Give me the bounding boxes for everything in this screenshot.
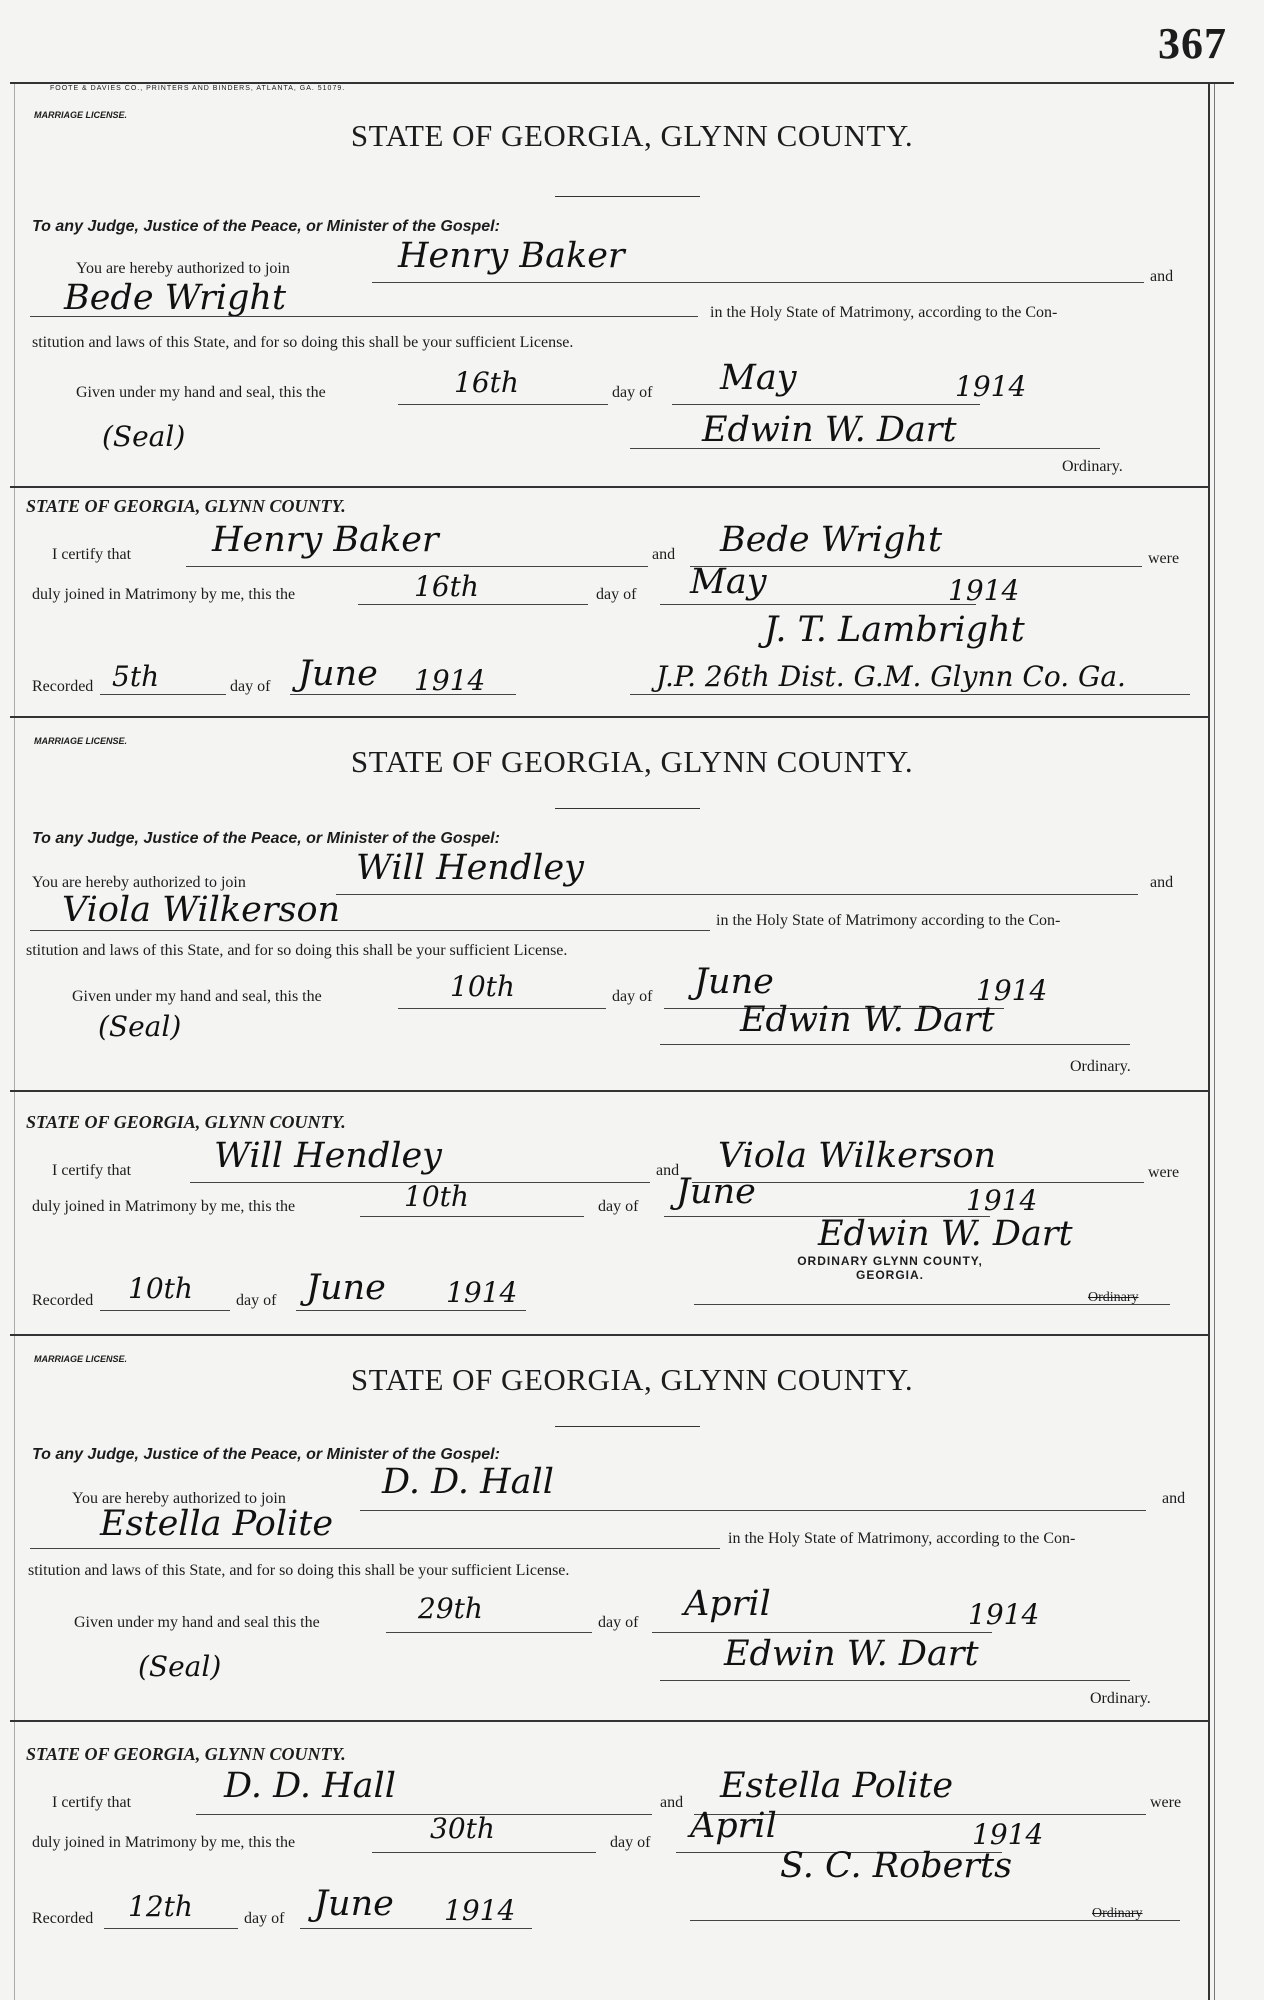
given-text: Given under my hand and seal, this the bbox=[72, 988, 322, 1005]
license-label: MARRIAGE LICENSE. bbox=[34, 1354, 128, 1364]
recorded-month-line bbox=[300, 1928, 532, 1929]
were-text: were bbox=[1148, 550, 1180, 567]
license-day-line bbox=[398, 1008, 606, 1009]
license-signature: Edwin W. Dart bbox=[702, 410, 957, 450]
license-day: 29th bbox=[418, 1592, 483, 1625]
cert-groom-line bbox=[186, 566, 648, 567]
heading-rule bbox=[555, 196, 700, 197]
constitution-text: stitution and laws of this State, and for so doing this shall be your sufficient License. bbox=[32, 334, 574, 351]
recorded-day-of-text: day of bbox=[244, 1910, 285, 1927]
cert-and-text: and bbox=[660, 1794, 684, 1811]
recorded-year: 1914 bbox=[446, 1276, 518, 1309]
seal-text: (Seal) bbox=[102, 420, 186, 453]
duly-text: duly joined in Matrimony by me, this the bbox=[32, 586, 296, 603]
authorized-text: You are hereby authorized to join bbox=[72, 1490, 286, 1507]
license-month: May bbox=[720, 358, 797, 398]
authorized-text: You are hereby authorized to join bbox=[76, 260, 290, 277]
and-text: and bbox=[1150, 268, 1174, 285]
were-text: were bbox=[1148, 1164, 1180, 1181]
married-year: 1914 bbox=[948, 574, 1020, 607]
officiant-line bbox=[630, 694, 1190, 695]
married-day-of-text: day of bbox=[610, 1834, 651, 1851]
recorded-day: 5th bbox=[112, 660, 160, 693]
cert-bride-name: Viola Wilkerson bbox=[718, 1136, 997, 1176]
license-year: 1914 bbox=[976, 974, 1048, 1007]
groom-name: Henry Baker bbox=[398, 236, 625, 276]
married-day: 30th bbox=[430, 1812, 495, 1845]
cert-bride-name: Estella Polite bbox=[720, 1766, 954, 1806]
groom-line bbox=[360, 1510, 1146, 1511]
ordinary-text: Ordinary. bbox=[1090, 1690, 1151, 1707]
married-month: April bbox=[690, 1806, 777, 1846]
license-heading: STATE OF GEORGIA, GLYNN COUNTY. bbox=[350, 744, 914, 779]
recorded-text: Recorded bbox=[32, 1910, 94, 1927]
recorded-day: 10th bbox=[128, 1272, 193, 1305]
license-month: April bbox=[684, 1584, 771, 1624]
given-text: Given under my hand and seal this the bbox=[74, 1614, 320, 1631]
bride-name: Viola Wilkerson bbox=[62, 890, 341, 930]
right-margin-line-inner bbox=[1214, 84, 1215, 2000]
license-day-line bbox=[386, 1632, 592, 1633]
constitution-text: stitution and laws of this State, and for so doing this shall be your sufficient License. bbox=[26, 942, 568, 959]
record-divider bbox=[10, 716, 1208, 718]
signature-line bbox=[660, 1680, 1130, 1681]
signature-line bbox=[630, 448, 1100, 449]
recorded-day-line bbox=[104, 1928, 238, 1929]
bride-line bbox=[30, 930, 710, 931]
heading-rule bbox=[555, 808, 700, 809]
signature-line bbox=[660, 1044, 1130, 1045]
groom-name: D. D. Hall bbox=[382, 1462, 554, 1502]
holy-state-text: in the Holy State of Matrimony, according to the Con- bbox=[728, 1530, 1076, 1547]
officiant-signature: J. T. Lambright bbox=[764, 610, 1025, 650]
stamp-line-1: ORDINARY GLYNN COUNTY, bbox=[797, 1254, 983, 1268]
constitution-text: stitution and laws of this State, and for so doing this shall be your sufficient License. bbox=[28, 1562, 570, 1579]
day-of-text: day of bbox=[612, 384, 653, 401]
duly-text: duly joined in Matrimony by me, this the bbox=[32, 1834, 296, 1851]
bride-line bbox=[30, 1548, 720, 1549]
right-margin-line bbox=[1208, 84, 1210, 2000]
record-divider bbox=[10, 1334, 1208, 1336]
cert-and-text: and bbox=[652, 546, 676, 563]
married-day-line bbox=[372, 1852, 596, 1853]
holy-state-text: in the Holy State of Matrimony according to the Con- bbox=[716, 912, 1061, 929]
license-label: MARRIAGE LICENSE. bbox=[34, 110, 128, 120]
bride-name: Bede Wright bbox=[64, 278, 287, 318]
license-address: To any Judge, Justice of the Peace, or Minister of the Gospel: bbox=[32, 218, 500, 235]
heading-rule bbox=[555, 1426, 700, 1427]
cert-groom-name: D. D. Hall bbox=[224, 1766, 396, 1806]
license-month: June bbox=[694, 962, 774, 1002]
groom-line bbox=[372, 282, 1144, 283]
recorded-month: June bbox=[306, 1268, 386, 1308]
married-year: 1914 bbox=[972, 1818, 1044, 1851]
certificate-heading: STATE OF GEORGIA, GLYNN COUNTY. bbox=[26, 1744, 346, 1764]
day-of-text: day of bbox=[612, 988, 653, 1005]
license-label: MARRIAGE LICENSE. bbox=[34, 736, 128, 746]
recorded-day-of-text: day of bbox=[236, 1292, 277, 1309]
and-text: and bbox=[1150, 874, 1174, 891]
bride-name: Estella Polite bbox=[100, 1504, 334, 1544]
license-year: 1914 bbox=[968, 1598, 1040, 1631]
married-day-of-text: day of bbox=[596, 586, 637, 603]
recorded-text: Recorded bbox=[32, 678, 94, 695]
license-signature: Edwin W. Dart bbox=[740, 1000, 995, 1040]
section-divider bbox=[10, 1720, 1208, 1722]
duly-text: duly joined in Matrimony by me, this the bbox=[32, 1198, 296, 1215]
seal-text: (Seal) bbox=[138, 1650, 222, 1683]
officiant-title: J.P. 26th Dist. G.M. Glynn Co. Ga. bbox=[656, 660, 1126, 693]
holy-state-text: in the Holy State of Matrimony, according to the Con- bbox=[710, 304, 1058, 321]
recorded-text: Recorded bbox=[32, 1292, 94, 1309]
and-text: and bbox=[1162, 1490, 1186, 1507]
cert-groom-name: Will Hendley bbox=[214, 1136, 442, 1176]
certify-text: I certify that bbox=[52, 1162, 132, 1179]
recorded-month-line bbox=[296, 1310, 526, 1311]
cert-bride-line bbox=[692, 1182, 1144, 1183]
recorded-month: June bbox=[314, 1884, 394, 1924]
ordinary-text: Ordinary. bbox=[1062, 458, 1123, 475]
license-month-line bbox=[672, 404, 980, 405]
license-heading: STATE OF GEORGIA, GLYNN COUNTY. bbox=[350, 1362, 914, 1397]
license-address: To any Judge, Justice of the Peace, or Minister of the Gospel: bbox=[32, 830, 500, 847]
license-day-line bbox=[398, 404, 608, 405]
married-day: 16th bbox=[414, 570, 479, 603]
cert-and-text: and bbox=[656, 1162, 680, 1179]
officiant-signature: S. C. Roberts bbox=[780, 1846, 1013, 1886]
married-day-line bbox=[360, 1216, 584, 1217]
seal-text: (Seal) bbox=[98, 1010, 182, 1043]
license-address: To any Judge, Justice of the Peace, or Minister of the Gospel: bbox=[32, 1446, 500, 1463]
married-year: 1914 bbox=[966, 1184, 1038, 1217]
day-of-text: day of bbox=[598, 1614, 639, 1631]
ordinary-text: Ordinary. bbox=[1070, 1058, 1131, 1075]
recorded-year: 1914 bbox=[414, 664, 486, 697]
given-text: Given under my hand and seal, this the bbox=[76, 384, 326, 401]
cert-groom-line bbox=[196, 1814, 652, 1815]
recorded-day-line bbox=[100, 1310, 230, 1311]
cert-bride-name: Bede Wright bbox=[720, 520, 943, 560]
certify-text: I certify that bbox=[52, 546, 132, 563]
groom-name: Will Hendley bbox=[356, 848, 584, 888]
license-day: 16th bbox=[454, 366, 519, 399]
recorded-year: 1914 bbox=[444, 1894, 516, 1927]
license-heading: STATE OF GEORGIA, GLYNN COUNTY. bbox=[350, 118, 914, 153]
recorded-day: 12th bbox=[128, 1890, 193, 1923]
recorded-month: June bbox=[298, 654, 378, 694]
ordinary-struck-text: Ordinary bbox=[1092, 1906, 1143, 1921]
married-day: 10th bbox=[404, 1180, 469, 1213]
certificate-heading: STATE OF GEORGIA, GLYNN COUNTY. bbox=[26, 1112, 346, 1132]
bride-line bbox=[30, 316, 698, 317]
were-text: were bbox=[1150, 1794, 1182, 1811]
married-day-line bbox=[358, 604, 588, 605]
section-divider bbox=[10, 486, 1208, 488]
certificate-heading: STATE OF GEORGIA, GLYNN COUNTY. bbox=[26, 496, 346, 516]
married-month: June bbox=[676, 1172, 756, 1212]
stamp-line-2: GEORGIA. bbox=[855, 1268, 924, 1282]
ordinary-stamp bbox=[760, 1254, 1020, 1282]
married-month: May bbox=[690, 562, 767, 602]
recorded-day-line bbox=[100, 694, 226, 695]
left-margin-line bbox=[14, 84, 15, 2000]
recorded-day-of-text: day of bbox=[230, 678, 271, 695]
authorized-text: You are hereby authorized to join bbox=[32, 874, 246, 891]
printer-imprint: FOOTE & DAVIES CO., PRINTERS AND BINDERS, ATLANTA, GA. 51079. bbox=[50, 85, 346, 92]
groom-line bbox=[336, 894, 1138, 895]
married-day-of-text: day of bbox=[598, 1198, 639, 1215]
license-day: 10th bbox=[450, 970, 515, 1003]
license-month-line bbox=[652, 1632, 992, 1633]
page-number: 367 bbox=[1158, 19, 1227, 68]
license-year: 1914 bbox=[955, 370, 1027, 403]
cert-groom-name: Henry Baker bbox=[212, 520, 439, 560]
officiant-signature: Edwin W. Dart bbox=[818, 1214, 1073, 1254]
section-divider bbox=[10, 1090, 1208, 1092]
recorded-month-line bbox=[290, 694, 516, 695]
top-rule bbox=[10, 82, 1234, 84]
ordinary-struck-text: Ordinary bbox=[1088, 1290, 1139, 1305]
married-month-line bbox=[660, 604, 976, 605]
license-signature: Edwin W. Dart bbox=[724, 1634, 979, 1674]
certify-text: I certify that bbox=[52, 1794, 132, 1811]
